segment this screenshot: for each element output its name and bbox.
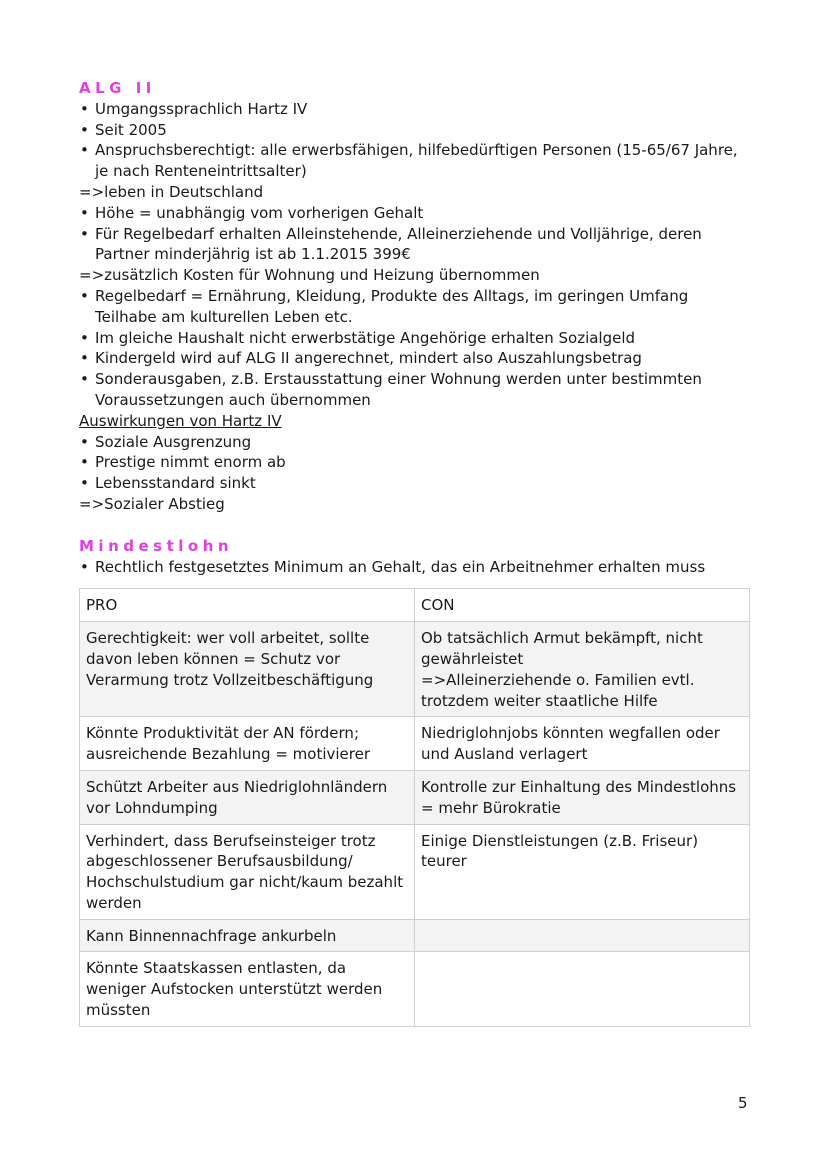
list-item: • Regelbedarf = Ernährung, Kleidung, Produkte des Alltags, im geringen Umfang Teilhabe am kulturellen Leben etc. bbox=[79, 286, 751, 328]
mindestlohn-list bbox=[79, 557, 751, 578]
con-cell: Einige Dienstleistungen (z.B. Friseur) teurer bbox=[415, 824, 750, 919]
effect-item: • Prestige nimmt enorm ab bbox=[79, 452, 751, 473]
table-row bbox=[80, 919, 750, 952]
con-cell: Ob tatsächlich Armut bekämpft, nicht gewährleistet =>Alleinerziehende o. Familien evtl. trotzdem weiter staatliche Hilfe bbox=[415, 622, 750, 717]
con-cell: Niedriglohnjobs könnten wegfallen oder und Ausland verlagert bbox=[415, 717, 750, 771]
list-item: • Für Regelbedarf erhalten Alleinstehende, Alleinerziehende und Volljährige, deren Partner minderjährig ist ab 1.1.2015 399€ bbox=[79, 224, 751, 266]
list-item: • Anspruchsberechtigt: alle erwerbsfähigen, hilfebedürftigen Personen (15-65/67 Jahre, je nach Renteneintrittsalter) bbox=[79, 140, 751, 182]
pro-cell: Verhindert, dass Berufseinsteiger trotz abgeschlossener Berufsausbildung/ Hochschulstudium gar nicht/kaum bezahlt werden bbox=[80, 824, 415, 919]
list-item: • Sonderausgaben, z.B. Erstausstattung einer Wohnung werden unter bestimmten Voraussetzungen auch übernommen bbox=[79, 369, 751, 411]
bullet-list bbox=[79, 286, 751, 411]
con-cell bbox=[415, 919, 750, 952]
header-pro: PRO bbox=[80, 589, 415, 622]
table-row bbox=[80, 622, 750, 717]
list-item: • Im gleiche Haushalt nicht erwerbstätige Angehörige erhalten Sozialgeld bbox=[79, 328, 751, 349]
list-item: • Kindergeld wird auf ALG II angerechnet, mindert also Auszahlungsbetrag bbox=[79, 348, 751, 369]
heading-alg: ALG II bbox=[79, 79, 156, 97]
list-item: • Seit 2005 bbox=[79, 120, 751, 141]
heading-mindestlohn: Mindestlohn bbox=[79, 536, 234, 555]
list-item: • Umgangssprachlich Hartz IV bbox=[79, 99, 751, 120]
pro-cell: Schützt Arbeiter aus Niedriglohnländern vor Lohndumping bbox=[80, 770, 415, 824]
table-row bbox=[80, 952, 750, 1026]
pro-cell: Könnte Produktivität der AN fördern; ausreichende Bezahlung = motivierer bbox=[80, 717, 415, 771]
table-header-row bbox=[80, 589, 750, 622]
conclusion-line: =>leben in Deutschland bbox=[79, 182, 264, 201]
document-page bbox=[79, 78, 751, 1027]
pro-cell: Gerechtigkeit: wer voll arbeitet, sollte davon leben können = Schutz vor Verarmung trotz Vollzeitbeschäftigung bbox=[80, 622, 415, 717]
bullet-list bbox=[79, 203, 751, 265]
effect-item: • Soziale Ausgrenzung bbox=[79, 432, 751, 453]
pro-cell: Könnte Staatskassen entlasten, da weniger Aufstocken unterstützt werden müssten bbox=[80, 952, 415, 1026]
bullet-list bbox=[79, 99, 751, 182]
effects-list bbox=[79, 432, 751, 494]
mindestlohn-definition: • Rechtlich festgesetztes Minimum an Gehalt, das ein Arbeitnehmer erhalten muss bbox=[79, 557, 751, 578]
table-row bbox=[80, 770, 750, 824]
list-item: • Höhe = unabhängig vom vorherigen Gehalt bbox=[79, 203, 751, 224]
effects-heading: Auswirkungen von Hartz IV bbox=[79, 411, 282, 430]
effects-conclusion: =>Sozialer Abstieg bbox=[79, 494, 225, 513]
pro-con-table bbox=[79, 588, 750, 1027]
header-con: CON bbox=[415, 589, 750, 622]
con-cell bbox=[415, 952, 750, 1026]
table-row bbox=[80, 824, 750, 919]
pro-cell: Kann Binnennachfrage ankurbeln bbox=[80, 919, 415, 952]
con-cell: Kontrolle zur Einhaltung des Mindestlohns = mehr Bürokratie bbox=[415, 770, 750, 824]
effect-item: • Lebensstandard sinkt bbox=[79, 473, 751, 494]
page-number: 5 bbox=[738, 1094, 748, 1112]
alg-list bbox=[79, 99, 751, 411]
table-row bbox=[80, 717, 750, 771]
conclusion-line: =>zusätzlich Kosten für Wohnung und Heizung übernommen bbox=[79, 266, 540, 285]
